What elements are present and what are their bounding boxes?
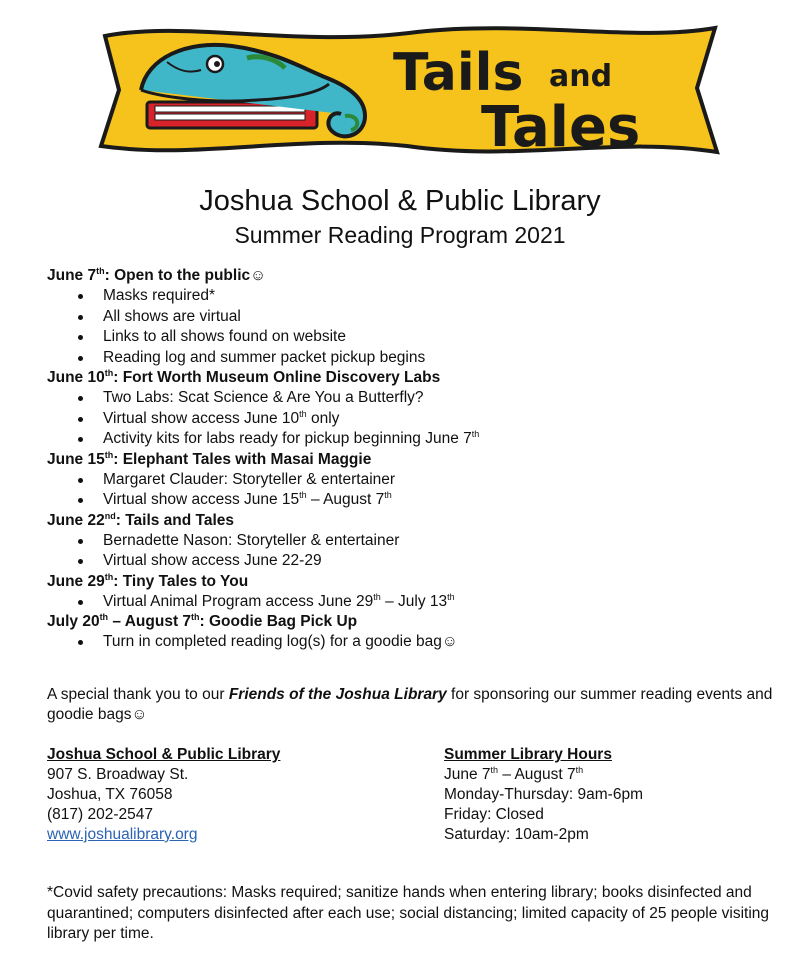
- phone-number: (817) 202-2547: [47, 806, 153, 823]
- friends-of-library: Friends of the Joshua Library: [228, 686, 447, 703]
- website-link[interactable]: www.joshualibrary.org: [47, 826, 198, 843]
- covid-safety-note: *Covid safety precautions: Masks required; sanitize hands when entering library; books disinfected and quarantined; computers disinfected after each use; social distancing; limited capacity of 25 people visiting library per time.: [47, 884, 770, 942]
- address-line-1: 907 S. Broadway St.: [47, 766, 189, 783]
- event-heading: June 22nd: Tails and Tales: [47, 510, 235, 529]
- logo-word-tales: Tales: [481, 95, 641, 160]
- thanks-text-before: A special thank you to our: [47, 686, 229, 703]
- hours-weekday: Monday-Thursday: 9am-6pm: [444, 786, 643, 803]
- hours-date-range: June 7th – August 7th: [444, 764, 584, 783]
- event-detail-item: Activity kits for labs ready for pickup beginning June 7th: [47, 429, 767, 450]
- event-detail-item: All shows are virtual: [47, 307, 767, 328]
- logo-word-and: and: [549, 59, 613, 94]
- event-details-list: [47, 531, 767, 572]
- tails-and-tales-logo: [97, 18, 723, 166]
- event-detail-item: Virtual show access June 22-29: [47, 551, 767, 572]
- event-details-list: [47, 592, 767, 613]
- event-heading: June 7th: Open to the public☺: [47, 265, 266, 284]
- event-detail-item: Virtual Animal Program access June 29th – July 13th: [47, 592, 767, 613]
- event-details-list: [47, 470, 767, 511]
- event-detail-item: Turn in completed reading log(s) for a goodie bag☺: [47, 632, 767, 653]
- event-heading: June 29th: Tiny Tales to You: [47, 571, 249, 590]
- event-details-list: [47, 286, 767, 368]
- event-detail-item: Two Labs: Scat Science & Are You a Butterfly?: [47, 388, 767, 409]
- event-detail-item: Reading log and summer packet pickup begins: [47, 348, 767, 369]
- event-detail-item: Links to all shows found on website: [47, 327, 767, 348]
- event-detail-item: Masks required*: [47, 286, 767, 307]
- contact-heading: Joshua School & Public Library: [47, 746, 281, 763]
- event-detail-item: Virtual show access June 10th only: [47, 409, 767, 430]
- event-heading: June 15th: Elephant Tales with Masai Maggie: [47, 449, 372, 468]
- event-heading: July 20th – August 7th: Goodie Bag Pick Up: [47, 611, 358, 630]
- event-detail-item: Virtual show access June 15th – August 7th: [47, 490, 767, 511]
- event-details-list: [47, 388, 767, 450]
- event-heading: June 10th: Fort Worth Museum Online Discovery Labs: [47, 367, 441, 386]
- event-detail-item: Margaret Clauder: Storyteller & entertainer: [47, 470, 767, 491]
- hours-heading: Summer Library Hours: [444, 746, 612, 763]
- thank-you-note: [47, 685, 777, 725]
- hours-friday: Friday: Closed: [444, 806, 544, 823]
- summer-library-hours: [444, 745, 774, 845]
- hours-saturday: Saturday: 10am-2pm: [444, 826, 589, 843]
- program-schedule: [47, 266, 767, 653]
- event-details-list: [47, 632, 767, 653]
- address-line-2: Joshua, TX 76058: [47, 786, 173, 803]
- library-contact: [47, 745, 387, 845]
- event-detail-item: Bernadette Nason: Storyteller & entertainer: [47, 531, 767, 552]
- header: [0, 184, 800, 250]
- page-subtitle: Summer Reading Program 2021: [234, 222, 566, 248]
- thanks-text-after: for sponsoring our summer reading events and goodie bags☺: [47, 686, 773, 723]
- logo-word-tails: Tails: [393, 43, 524, 103]
- page-title: Joshua School & Public Library: [199, 185, 601, 217]
